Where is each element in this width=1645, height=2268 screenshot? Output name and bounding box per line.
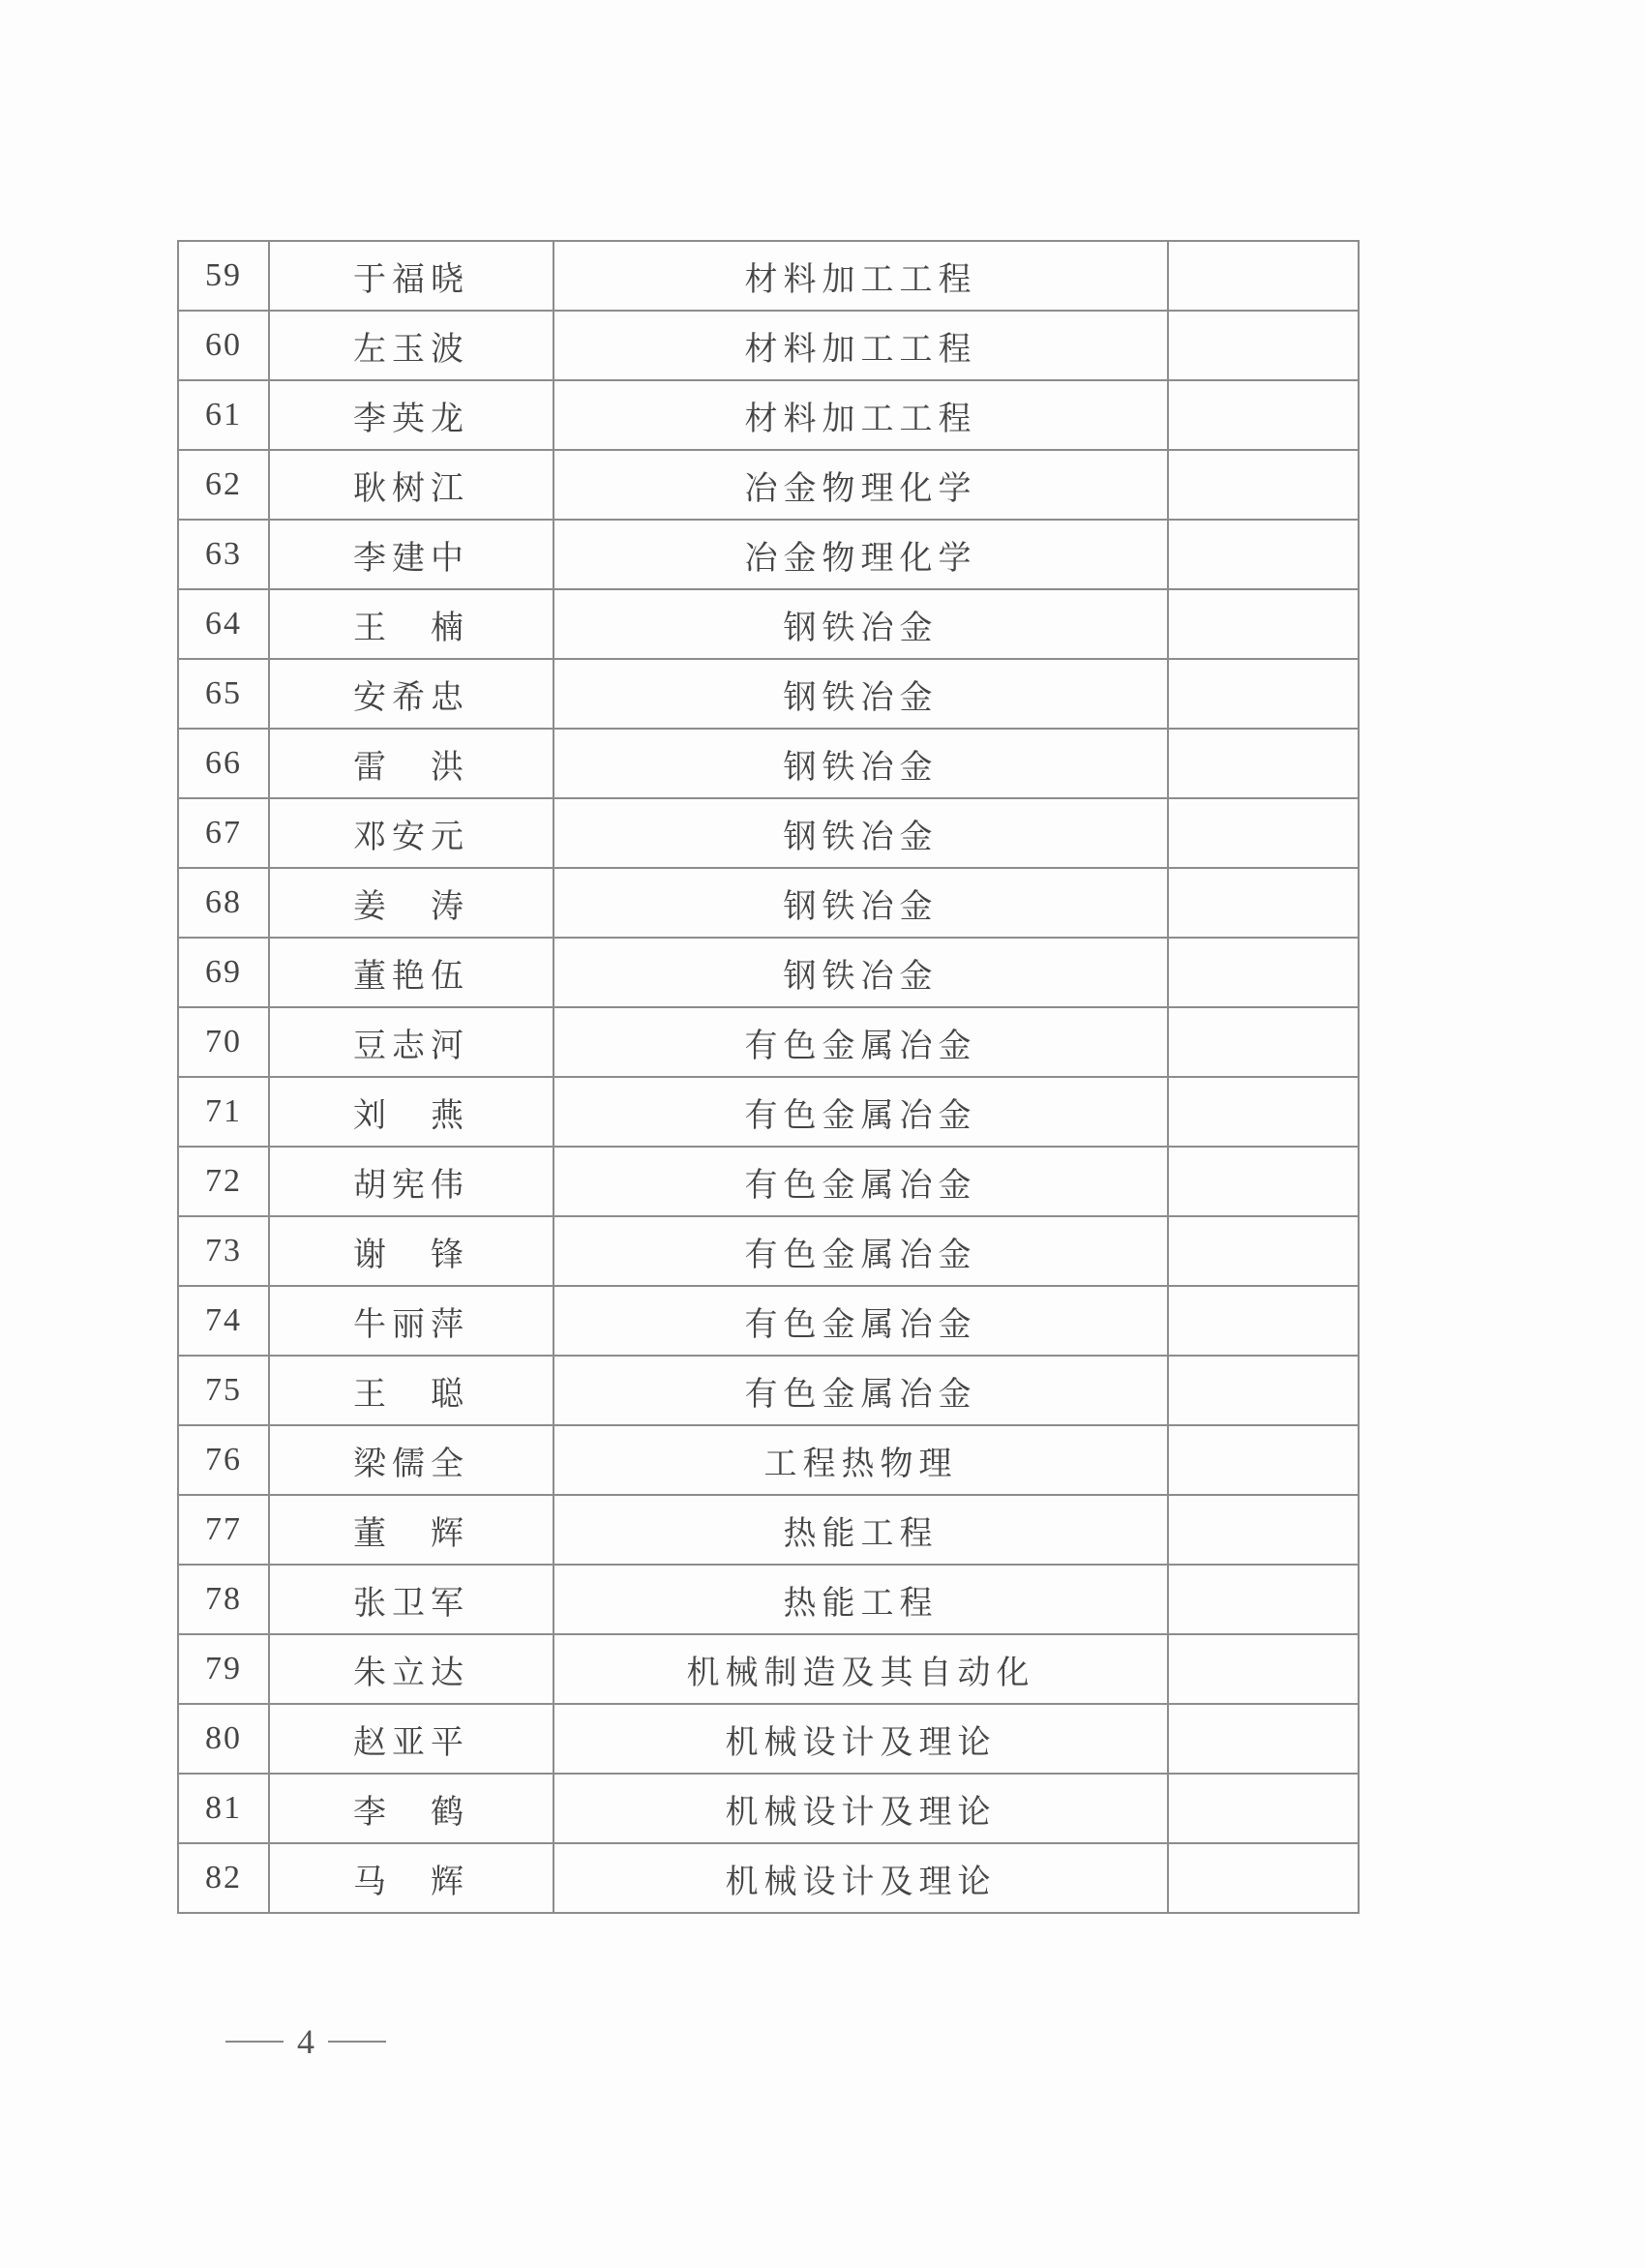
- row-number-cell: 60: [178, 311, 269, 380]
- row-number-cell: 78: [178, 1565, 269, 1634]
- table-row: [178, 1286, 1359, 1356]
- table-row: [178, 1495, 1359, 1565]
- table-row: [178, 1007, 1359, 1077]
- remark-cell: [1168, 1565, 1359, 1634]
- table-row: [178, 729, 1359, 798]
- major-cell: 钢铁冶金: [553, 868, 1168, 938]
- table-row: [178, 1704, 1359, 1774]
- row-number-cell: 64: [178, 589, 269, 659]
- remark-cell: [1168, 938, 1359, 1007]
- major-cell: 热能工程: [553, 1495, 1168, 1565]
- row-number-cell: 67: [178, 798, 269, 868]
- row-number-cell: 82: [178, 1843, 269, 1913]
- table-row: [178, 1147, 1359, 1216]
- remark-cell: [1168, 520, 1359, 589]
- name-cell: 刘 燕: [269, 1077, 553, 1147]
- remark-cell: [1168, 1495, 1359, 1565]
- major-cell: 机械设计及理论: [553, 1843, 1168, 1913]
- name-cell: 李建中: [269, 520, 553, 589]
- name-cell: 谢 锋: [269, 1216, 553, 1286]
- row-number-cell: 69: [178, 938, 269, 1007]
- major-cell: 机械设计及理论: [553, 1704, 1168, 1774]
- table-row: [178, 1356, 1359, 1425]
- remark-cell: [1168, 868, 1359, 938]
- remark-cell: [1168, 1216, 1359, 1286]
- major-cell: 机械制造及其自动化: [553, 1634, 1168, 1704]
- row-number-cell: 80: [178, 1704, 269, 1774]
- major-cell: 有色金属冶金: [553, 1286, 1168, 1356]
- table-row: [178, 1565, 1359, 1634]
- major-cell: 材料加工工程: [553, 311, 1168, 380]
- name-cell: 王 聪: [269, 1356, 553, 1425]
- major-cell: 钢铁冶金: [553, 938, 1168, 1007]
- table-row: [178, 241, 1359, 311]
- remark-cell: [1168, 798, 1359, 868]
- page-footer: [225, 2017, 386, 2062]
- remark-cell: [1168, 1286, 1359, 1356]
- major-cell: 钢铁冶金: [553, 659, 1168, 729]
- row-number-cell: 79: [178, 1634, 269, 1704]
- major-cell: 机械设计及理论: [553, 1774, 1168, 1843]
- row-number-cell: 81: [178, 1774, 269, 1843]
- name-cell: 王 楠: [269, 589, 553, 659]
- name-cell: 董 辉: [269, 1495, 553, 1565]
- remark-cell: [1168, 1077, 1359, 1147]
- table-row: [178, 1843, 1359, 1913]
- table-row: [178, 589, 1359, 659]
- table-row: [178, 520, 1359, 589]
- remark-cell: [1168, 1704, 1359, 1774]
- row-number-cell: 75: [178, 1356, 269, 1425]
- major-cell: 钢铁冶金: [553, 729, 1168, 798]
- major-cell: 钢铁冶金: [553, 589, 1168, 659]
- major-cell: 冶金物理化学: [553, 520, 1168, 589]
- footer-right-dash: [328, 2041, 386, 2043]
- name-cell: 姜 涛: [269, 868, 553, 938]
- major-cell: 冶金物理化学: [553, 450, 1168, 520]
- name-cell: 李英龙: [269, 380, 553, 450]
- table-row: [178, 450, 1359, 520]
- table-row: [178, 1077, 1359, 1147]
- table-row: [178, 659, 1359, 729]
- row-number-cell: 66: [178, 729, 269, 798]
- footer-left-dash: [225, 2041, 284, 2043]
- major-cell: 钢铁冶金: [553, 798, 1168, 868]
- major-cell: 工程热物理: [553, 1425, 1168, 1495]
- table-row: [178, 938, 1359, 1007]
- remark-cell: [1168, 450, 1359, 520]
- remark-cell: [1168, 589, 1359, 659]
- major-cell: 热能工程: [553, 1565, 1168, 1634]
- row-number-cell: 76: [178, 1425, 269, 1495]
- row-number-cell: 63: [178, 520, 269, 589]
- roster-table: [177, 240, 1360, 1914]
- roster-table-body: [178, 241, 1359, 1913]
- table-row: [178, 1425, 1359, 1495]
- table-row: [178, 1774, 1359, 1843]
- row-number-cell: 74: [178, 1286, 269, 1356]
- name-cell: 梁儒全: [269, 1425, 553, 1495]
- major-cell: 材料加工工程: [553, 380, 1168, 450]
- name-cell: 张卫军: [269, 1565, 553, 1634]
- name-cell: 马 辉: [269, 1843, 553, 1913]
- remark-cell: [1168, 380, 1359, 450]
- remark-cell: [1168, 1425, 1359, 1495]
- row-number-cell: 70: [178, 1007, 269, 1077]
- row-number-cell: 61: [178, 380, 269, 450]
- remark-cell: [1168, 1356, 1359, 1425]
- major-cell: 有色金属冶金: [553, 1077, 1168, 1147]
- name-cell: 李 鹤: [269, 1774, 553, 1843]
- page-number: 4: [297, 2021, 314, 2061]
- name-cell: 胡宪伟: [269, 1147, 553, 1216]
- name-cell: 董艳伍: [269, 938, 553, 1007]
- remark-cell: [1168, 1774, 1359, 1843]
- remark-cell: [1168, 1147, 1359, 1216]
- major-cell: 有色金属冶金: [553, 1007, 1168, 1077]
- name-cell: 雷 洪: [269, 729, 553, 798]
- table-row: [178, 868, 1359, 938]
- major-cell: 有色金属冶金: [553, 1147, 1168, 1216]
- major-cell: 有色金属冶金: [553, 1216, 1168, 1286]
- table-row: [178, 311, 1359, 380]
- name-cell: 赵亚平: [269, 1704, 553, 1774]
- row-number-cell: 68: [178, 868, 269, 938]
- name-cell: 牛丽萍: [269, 1286, 553, 1356]
- row-number-cell: 71: [178, 1077, 269, 1147]
- remark-cell: [1168, 729, 1359, 798]
- name-cell: 耿树江: [269, 450, 553, 520]
- remark-cell: [1168, 1007, 1359, 1077]
- remark-cell: [1168, 311, 1359, 380]
- row-number-cell: 77: [178, 1495, 269, 1565]
- remark-cell: [1168, 241, 1359, 311]
- name-cell: 豆志河: [269, 1007, 553, 1077]
- name-cell: 安希忠: [269, 659, 553, 729]
- row-number-cell: 65: [178, 659, 269, 729]
- table-row: [178, 380, 1359, 450]
- remark-cell: [1168, 1843, 1359, 1913]
- table-row: [178, 1216, 1359, 1286]
- row-number-cell: 62: [178, 450, 269, 520]
- row-number-cell: 73: [178, 1216, 269, 1286]
- name-cell: 邓安元: [269, 798, 553, 868]
- row-number-cell: 59: [178, 241, 269, 311]
- remark-cell: [1168, 1634, 1359, 1704]
- row-number-cell: 72: [178, 1147, 269, 1216]
- major-cell: 有色金属冶金: [553, 1356, 1168, 1425]
- name-cell: 朱立达: [269, 1634, 553, 1704]
- remark-cell: [1168, 659, 1359, 729]
- name-cell: 于福晓: [269, 241, 553, 311]
- major-cell: 材料加工工程: [553, 241, 1168, 311]
- table-row: [178, 1634, 1359, 1704]
- name-cell: 左玉波: [269, 311, 553, 380]
- table-row: [178, 798, 1359, 868]
